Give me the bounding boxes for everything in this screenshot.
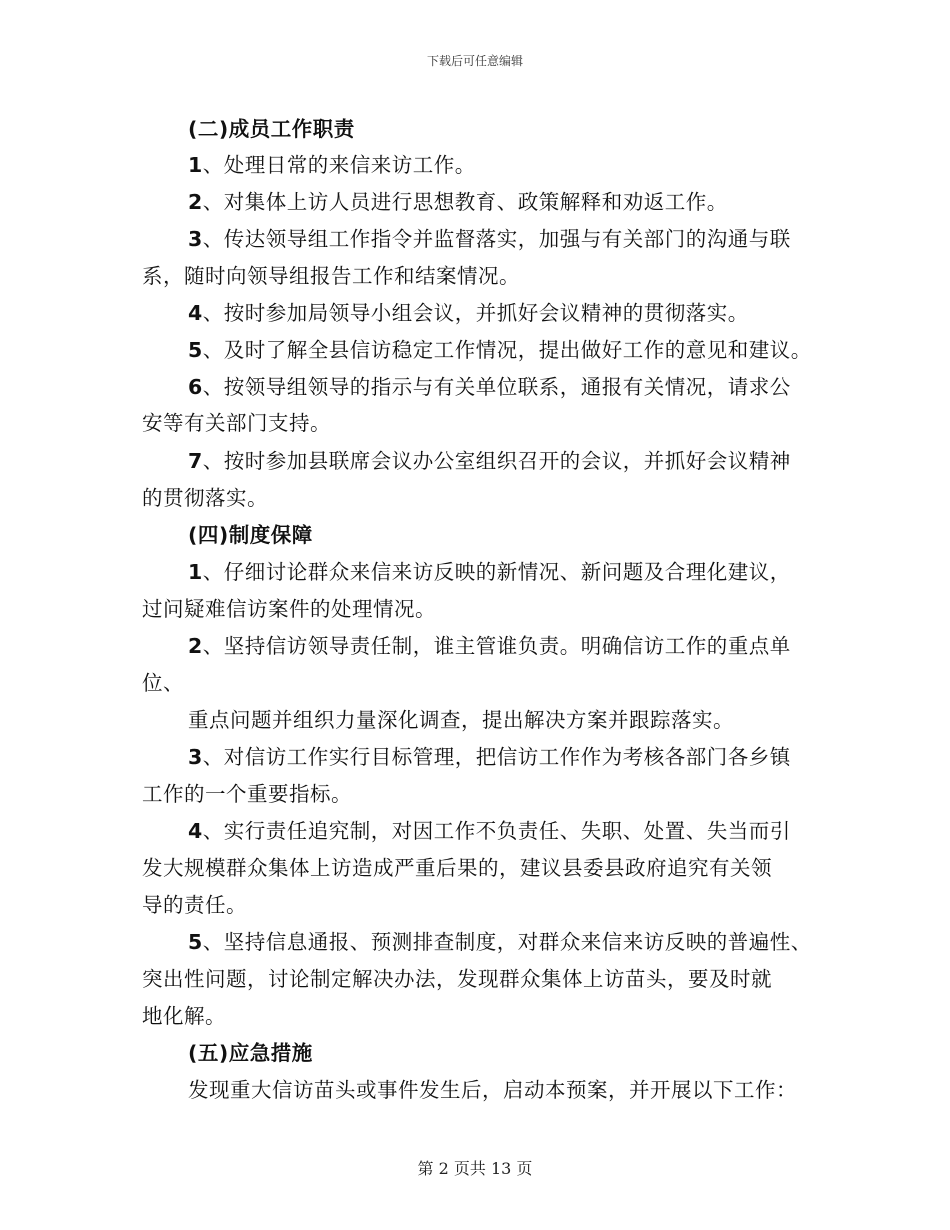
paragraph-line: [142, 597, 436, 621]
line-text: 、传达领导组工作指令并监督落实，加强与有关部门的沟通与联: [202, 227, 791, 251]
paragraph-line: [188, 190, 728, 214]
paragraph-line: [142, 1004, 226, 1028]
line-text: 过问疑难信访案件的处理情况。: [142, 597, 436, 621]
item-number: 4: [188, 301, 203, 325]
line-text: 、及时了解全县信访稳定工作情况，提出做好工作的意见和建议。: [202, 338, 812, 362]
line-text: 安等有关部门支持。: [142, 411, 331, 435]
paragraph-line: [142, 411, 331, 435]
item-number: 5: [188, 338, 203, 362]
paragraph-line: [188, 153, 476, 177]
paragraph-line: [188, 227, 791, 251]
paragraph-line: [188, 819, 791, 843]
line-text: 、仔细讨论群众来信来访反映的新情况、新问题及合理化建议，: [202, 560, 791, 584]
paragraph-line: [142, 967, 772, 991]
line-text: 、按领导组领导的指示与有关单位联系，通报有关情况，请求公: [202, 375, 791, 399]
line-text: 、对信访工作实行目标管理，把信访工作作为考核各部门各乡镇: [202, 745, 791, 769]
item-number: 2: [188, 190, 203, 214]
item-number: 2: [188, 634, 203, 658]
paragraph-line: [188, 708, 734, 732]
paragraph-line: [142, 782, 352, 806]
item-number: 1: [188, 560, 203, 584]
paragraph-line: [142, 671, 184, 695]
line-text: 发大规模群众集体上访造成严重后果的，建议县委县政府追究有关领: [142, 856, 772, 880]
paragraph-line: [188, 1078, 797, 1102]
paragraph-line: [188, 449, 791, 473]
line-text: 、按时参加局领导小组会议，并抓好会议精神的贯彻落实。: [202, 301, 749, 325]
section-heading-members: (二)成员工作职责: [188, 117, 355, 141]
paragraph-line: [142, 856, 772, 880]
line-text: 、处理日常的来信来访工作。: [202, 153, 476, 177]
paragraph-line: [188, 634, 791, 658]
paragraph-line: [188, 338, 812, 362]
item-number: 6: [188, 375, 203, 399]
line-text: 、坚持信访领导责任制，谁主管谁负责。明确信访工作的重点单: [202, 634, 791, 658]
line-text: 系，随时向领导组报告工作和结案情况。: [142, 264, 520, 288]
page-footer: 第 2 页共 13 页: [417, 1159, 533, 1178]
paragraph-line: [188, 745, 791, 769]
item-number: 5: [188, 930, 203, 954]
paragraph-line: [188, 560, 791, 584]
line-text: 的贯彻落实。: [142, 486, 268, 510]
paragraph-line: [188, 375, 791, 399]
line-text: 工作的一个重要指标。: [142, 782, 352, 806]
line-text: 地化解。: [142, 1004, 226, 1028]
section-heading-system: (四)制度保障: [188, 523, 313, 547]
line-text: 突出性问题，讨论制定解决办法，发现群众集体上访苗头，要及时就: [142, 967, 772, 991]
paragraph-line: [188, 930, 812, 954]
paragraph-line: [142, 486, 268, 510]
page-header: 下载后可任意编辑: [426, 54, 523, 68]
line-text: 位、: [142, 671, 184, 695]
paragraph-line: [142, 264, 520, 288]
line-text: 、对集体上访人员进行思想教育、政策解释和劝返工作。: [202, 190, 728, 214]
line-text: 、按时参加县联席会议办公室组织召开的会议，并抓好会议精神: [202, 449, 791, 473]
line-text: 、坚持信息通报、预测排查制度，对群众来信来访反映的普遍性、: [202, 930, 812, 954]
item-number: 7: [188, 449, 203, 473]
line-text: 导的责任。: [142, 893, 247, 917]
section-heading-emergency: (五)应急措施: [188, 1041, 313, 1065]
item-number: 3: [188, 745, 203, 769]
line-text: 重点问题并组织力量深化调查，提出解决方案并跟踪落实。: [188, 708, 734, 732]
item-number: 4: [188, 819, 203, 843]
paragraph-line: [188, 301, 749, 325]
line-text: 发现重大信访苗头或事件发生后，启动本预案，并开展以下工作：: [188, 1078, 797, 1102]
line-text: 、实行责任追究制，对因工作不负责任、失职、处置、失当而引: [202, 819, 791, 843]
paragraph-line: [142, 893, 247, 917]
item-number: 3: [188, 227, 203, 251]
item-number: 1: [188, 153, 203, 177]
